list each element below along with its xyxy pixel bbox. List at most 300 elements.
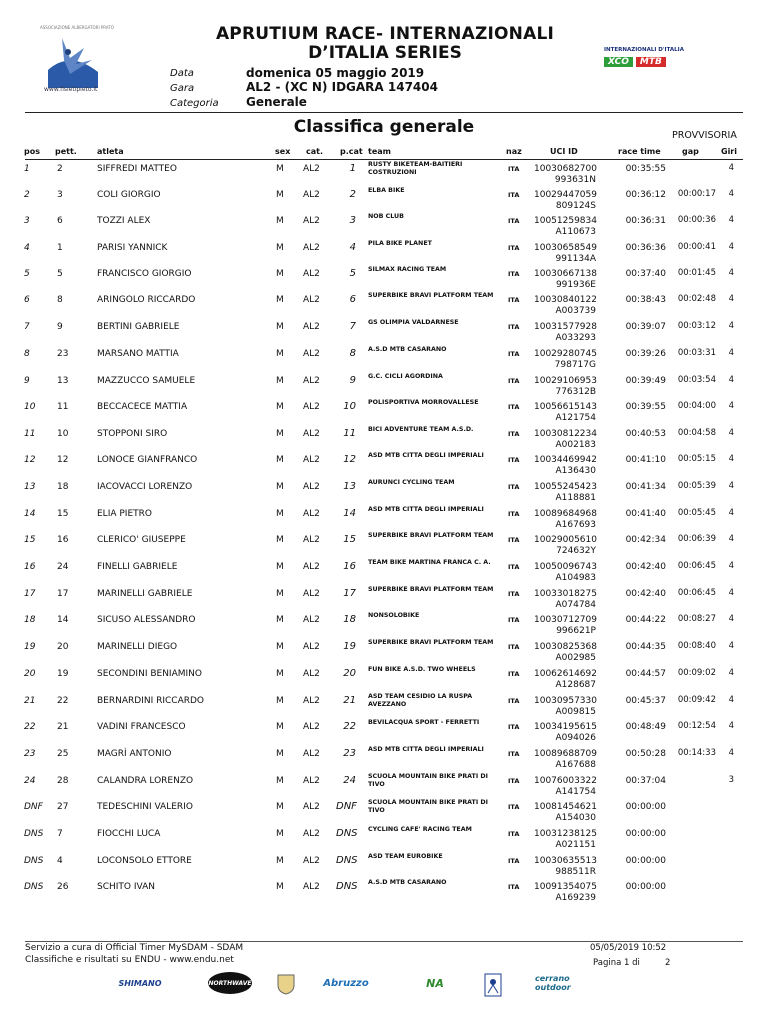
- row-cat: AL2: [303, 455, 320, 465]
- table-row: [0, 266, 768, 292]
- row-pett: 12: [57, 455, 69, 465]
- row-sex: M: [276, 243, 284, 253]
- row-pcat: 6: [349, 294, 356, 305]
- row-team: ASD MTB CITTA DEGLI IMPERIALI: [368, 506, 484, 513]
- row-team: SUPERBIKE BRAVI PLATFORM TEAM: [368, 292, 494, 299]
- row-pcat: 9: [349, 375, 356, 386]
- row-sex: M: [276, 349, 284, 359]
- row-team: G.C. CICLI AGORDINA: [368, 373, 443, 380]
- row-uci-code: 809124S: [555, 201, 596, 211]
- row-pcat: 24: [343, 775, 356, 786]
- row-naz: ITA: [508, 430, 520, 438]
- row-gap: 00:03:54: [677, 375, 716, 385]
- row-uci-code: A110673: [555, 227, 596, 237]
- row-cat: AL2: [303, 749, 320, 759]
- row-pett: 5: [57, 269, 63, 279]
- row-gap: 00:06:45: [677, 588, 716, 598]
- row-pcat: 7: [349, 321, 356, 332]
- row-naz: ITA: [508, 670, 520, 678]
- row-atleta: LONOCE GIANFRANCO: [97, 455, 198, 465]
- row-race-time: 00:38:43: [625, 295, 666, 305]
- row-giri: 4: [728, 695, 734, 705]
- row-pcat: DNS: [336, 855, 358, 866]
- row-pett: 11: [57, 402, 69, 412]
- row-atleta: BERNARDINI RICCARDO: [97, 696, 204, 706]
- row-naz: ITA: [508, 510, 520, 518]
- table-row: [0, 240, 768, 266]
- row-naz: ITA: [508, 323, 520, 331]
- row-cat: AL2: [303, 482, 320, 492]
- row-giri: 4: [728, 375, 734, 385]
- row-pcat: DNF: [336, 801, 357, 812]
- row-pcat: 13: [343, 481, 356, 492]
- row-uci-code: 993631N: [554, 175, 596, 185]
- row-pcat: 21: [343, 695, 356, 706]
- row-cat: AL2: [303, 243, 320, 253]
- row-cat: AL2: [303, 776, 320, 786]
- row-team: BEVILACQUA SPORT - FERRETTI: [368, 719, 480, 726]
- row-pett: 9: [57, 322, 63, 332]
- row-gap: 00:08:27: [677, 614, 716, 624]
- row-pos: 5: [24, 269, 30, 279]
- row-sex: M: [276, 455, 284, 465]
- row-pos: DNS: [24, 856, 44, 866]
- row-team: ASD MTB CITTA DEGLI IMPERIALI: [368, 746, 484, 753]
- row-pett: 13: [57, 376, 69, 386]
- table-row: [0, 666, 768, 692]
- row-race-time: 00:41:40: [625, 509, 666, 519]
- row-atleta: STOPPONI SIRO: [97, 429, 168, 439]
- row-pos: 20: [24, 669, 36, 679]
- row-team: SUPERBIKE BRAVI PLATFORM TEAM: [368, 639, 494, 646]
- row-sex: M: [276, 190, 284, 200]
- row-naz: ITA: [508, 857, 520, 865]
- row-sex: M: [276, 535, 284, 545]
- data-value: domenica 05 maggio 2019: [246, 66, 425, 80]
- cyclist-icon: [483, 972, 503, 998]
- row-team: GS OLIMPIA VALDARNESE: [368, 319, 459, 326]
- row-giri: 4: [728, 294, 734, 304]
- data-label: Data: [170, 68, 194, 79]
- row-sex: M: [276, 482, 284, 492]
- row-naz: ITA: [508, 403, 520, 411]
- provvisoria-label: PROVVISORIA: [672, 130, 737, 141]
- row-uci-id: 10030840122: [534, 295, 597, 305]
- row-race-time: 00:42:40: [625, 589, 666, 599]
- row-uci-id: 10076003322: [534, 776, 597, 786]
- row-team: ASD TEAM EUROBIKE: [368, 853, 443, 860]
- sponsor-northwave: NORTHWAVE: [208, 972, 252, 994]
- row-cat: AL2: [303, 535, 320, 545]
- table-row: [0, 346, 768, 372]
- row-uci-id: 10089684968: [534, 509, 597, 519]
- row-uci-code: A167693: [555, 520, 596, 530]
- table-row: [0, 879, 768, 905]
- table-row: [0, 826, 768, 852]
- row-naz: ITA: [508, 777, 520, 785]
- row-atleta: TOZZI ALEX: [97, 216, 151, 226]
- row-cat: AL2: [303, 882, 320, 892]
- row-atleta: CLERICO' GIUSEPPE: [97, 535, 186, 545]
- row-uci-id: 10033018275: [534, 589, 597, 599]
- row-team: TEAM BIKE MARTINA FRANCA C. A.: [368, 559, 491, 566]
- row-naz: ITA: [508, 830, 520, 838]
- row-pett: 14: [57, 615, 69, 625]
- row-sex: M: [276, 615, 284, 625]
- row-giri: 4: [728, 348, 734, 358]
- row-giri: 4: [728, 641, 734, 651]
- table-row: [0, 479, 768, 505]
- row-race-time: 00:42:34: [625, 535, 666, 545]
- row-naz: ITA: [508, 165, 520, 173]
- row-cat: AL2: [303, 429, 320, 439]
- row-sex: M: [276, 856, 284, 866]
- row-sex: M: [276, 295, 284, 305]
- row-race-time: 00:37:40: [625, 269, 666, 279]
- row-pett: 19: [57, 669, 69, 679]
- row-uci-id: 10081454621: [534, 802, 597, 812]
- footer-divider: [25, 941, 743, 942]
- row-race-time: 00:36:31: [625, 216, 666, 226]
- table-row: [0, 693, 768, 719]
- row-uci-id: 10034469942: [534, 455, 597, 465]
- row-uci-code: A128687: [555, 680, 596, 690]
- footer-line-2: Classifiche e risultati su ENDU - www.endu.net: [25, 955, 234, 965]
- row-race-time: 00:44:57: [625, 669, 666, 679]
- row-giri: 4: [728, 588, 734, 598]
- row-cat: AL2: [303, 509, 320, 519]
- row-pett: 16: [57, 535, 69, 545]
- row-gap: 00:05:39: [677, 481, 716, 491]
- col-racetime: race time: [618, 147, 661, 156]
- row-team: NOB CLUB: [368, 213, 404, 220]
- row-pcat: 2: [349, 189, 356, 200]
- gara-value: AL2 - (XC N) IDGARA 147404: [246, 80, 438, 94]
- row-race-time: 00:44:35: [625, 642, 666, 652]
- row-race-time: 00:00:00: [625, 882, 666, 892]
- col-cat: cat.: [306, 147, 324, 156]
- table-row: [0, 719, 768, 745]
- crest-icon: [276, 972, 296, 996]
- table-row: [0, 399, 768, 425]
- row-uci-code: A074784: [555, 600, 596, 610]
- title-line-1: APRUTIUM RACE- INTERNAZIONALI: [215, 24, 555, 44]
- classifica-title: Classifica generale: [293, 117, 475, 137]
- row-race-time: 00:00:00: [625, 856, 666, 866]
- row-pett: 10: [57, 429, 69, 439]
- row-naz: ITA: [508, 244, 520, 252]
- row-cat: AL2: [303, 322, 320, 332]
- row-gap: 00:03:31: [677, 348, 716, 358]
- row-uci-id: 10089688709: [534, 749, 597, 759]
- table-row: [0, 773, 768, 799]
- row-pos: 14: [24, 509, 36, 519]
- row-giri: 4: [728, 321, 734, 331]
- row-pos: 22: [24, 722, 36, 732]
- row-gap: 00:01:45: [677, 268, 716, 278]
- row-uci-id: 10055245423: [534, 482, 597, 492]
- row-gap: 00:14:33: [677, 748, 716, 758]
- row-team: CYCLING CAFE' RACING TEAM: [368, 826, 472, 833]
- row-giri: 4: [728, 481, 734, 491]
- row-cat: AL2: [303, 164, 320, 174]
- row-team: SCUOLA MOUNTAIN BIKE PRATI DI TIVO: [368, 773, 488, 788]
- row-uci-code: 776312B: [555, 387, 596, 397]
- row-uci-code: A094026: [555, 733, 596, 743]
- row-pcat: DNS: [336, 881, 358, 892]
- table-row: [0, 612, 768, 638]
- row-giri: 4: [728, 668, 734, 678]
- row-uci-id: 10029005610: [534, 535, 597, 545]
- row-giri: 4: [728, 163, 734, 173]
- row-pos: 19: [24, 642, 36, 652]
- row-pett: 20: [57, 642, 69, 652]
- row-race-time: 00:48:49: [625, 722, 666, 732]
- logo-small-text: ASSOCIAZIONE ALBERGATORI PRATO: [40, 25, 114, 30]
- row-pett: 2: [57, 164, 63, 174]
- row-pcat: 23: [343, 748, 356, 759]
- row-gap: 00:05:15: [677, 454, 716, 464]
- row-sex: M: [276, 589, 284, 599]
- row-sex: M: [276, 269, 284, 279]
- row-naz: ITA: [508, 270, 520, 278]
- row-gap: 00:00:41: [677, 242, 716, 252]
- row-atleta: FRANCISCO GIORGIO: [97, 269, 192, 279]
- col-pos: pos: [24, 147, 40, 156]
- row-atleta: PARISI YANNICK: [97, 243, 168, 253]
- row-uci-id: 10030712709: [534, 615, 597, 625]
- table-row: [0, 292, 768, 318]
- row-naz: ITA: [508, 217, 520, 225]
- row-atleta: IACOVACCI LORENZO: [97, 482, 193, 492]
- row-uci-code: A169239: [555, 893, 596, 903]
- col-naz: naz: [506, 147, 522, 156]
- col-team: team: [368, 147, 391, 156]
- table-row: [0, 319, 768, 345]
- title-line-2: D’ITALIA SERIES: [308, 43, 462, 63]
- row-sex: M: [276, 669, 284, 679]
- row-uci-code: 724632Y: [556, 546, 596, 556]
- row-atleta: MARSANO MATTIA: [97, 349, 179, 359]
- row-race-time: 00:45:37: [625, 696, 666, 706]
- row-gap: 00:06:45: [677, 561, 716, 571]
- row-atleta: COLI GIORGIO: [97, 190, 161, 200]
- row-naz: ITA: [508, 803, 520, 811]
- row-naz: ITA: [508, 377, 520, 385]
- row-race-time: 00:50:28: [625, 749, 666, 759]
- row-pcat: 22: [343, 721, 356, 732]
- row-sex: M: [276, 562, 284, 572]
- row-uci-code: A009815: [555, 707, 596, 717]
- row-atleta: VADINI FRANCESCO: [97, 722, 186, 732]
- row-pett: 27: [57, 802, 69, 812]
- table-row: [0, 161, 768, 187]
- gara-label: Gara: [170, 83, 195, 94]
- row-naz: ITA: [508, 697, 520, 705]
- row-pos: 17: [24, 589, 36, 599]
- row-pett: 23: [57, 349, 69, 359]
- col-gap: gap: [682, 147, 699, 156]
- row-race-time: 00:41:34: [625, 482, 666, 492]
- row-uci-id: 10029106953: [534, 376, 597, 386]
- row-race-time: 00:41:10: [625, 455, 666, 465]
- row-gap: 00:03:12: [677, 321, 716, 331]
- row-race-time: 00:36:36: [625, 243, 666, 253]
- row-uci-id: 10091354075: [534, 882, 597, 892]
- row-giri: 4: [728, 215, 734, 225]
- table-row: [0, 532, 768, 558]
- row-naz: ITA: [508, 563, 520, 571]
- row-pcat: 4: [349, 242, 356, 253]
- row-pett: 28: [57, 776, 69, 786]
- table-row: [0, 187, 768, 213]
- sponsor-shimano: SHIMANO: [118, 978, 162, 988]
- row-sex: M: [276, 749, 284, 759]
- table-row: [0, 373, 768, 399]
- row-pos: 6: [24, 295, 30, 305]
- row-naz: ITA: [508, 616, 520, 624]
- row-sex: M: [276, 376, 284, 386]
- row-sex: M: [276, 164, 284, 174]
- row-pett: 4: [57, 856, 63, 866]
- row-uci-id: 10062614692: [534, 669, 597, 679]
- row-gap: 00:02:48: [677, 294, 716, 304]
- row-pos: 13: [24, 482, 36, 492]
- row-gap: 00:09:42: [677, 695, 716, 705]
- col-giri: Giri: [721, 147, 737, 156]
- logo-caption: www.fisietipieto.it: [44, 86, 98, 93]
- row-uci-id: 10051259834: [534, 216, 597, 226]
- row-naz: ITA: [508, 350, 520, 358]
- row-atleta: MAGRÌ ANTONIO: [97, 749, 172, 759]
- row-gap: 00:04:00: [677, 401, 716, 411]
- row-pos: 16: [24, 562, 36, 572]
- row-atleta: SIFFREDI MATTEO: [97, 164, 177, 174]
- row-giri: 4: [728, 561, 734, 571]
- table-row: [0, 559, 768, 585]
- row-pcat: 18: [343, 614, 356, 625]
- row-pcat: 15: [343, 534, 356, 545]
- col-pcat: p.cat: [340, 147, 363, 156]
- row-sex: M: [276, 216, 284, 226]
- row-cat: AL2: [303, 829, 320, 839]
- row-race-time: 00:39:49: [625, 376, 666, 386]
- row-pos: 10: [24, 402, 36, 412]
- table-row: [0, 452, 768, 478]
- row-cat: AL2: [303, 216, 320, 226]
- row-uci-id: 10030812234: [534, 429, 597, 439]
- row-uci-code: A167688: [555, 760, 596, 770]
- row-pos: 4: [24, 243, 30, 253]
- row-gap: 00:12:54: [677, 721, 716, 731]
- row-uci-code: A141754: [555, 787, 596, 797]
- row-naz: ITA: [508, 723, 520, 731]
- row-sex: M: [276, 322, 284, 332]
- row-atleta: FIOCCHI LUCA: [97, 829, 161, 839]
- row-pos: 12: [24, 455, 36, 465]
- row-pos: 15: [24, 535, 36, 545]
- row-gap: 00:06:39: [677, 534, 716, 544]
- row-uci-id: 10030957330: [534, 696, 597, 706]
- row-race-time: 00:00:00: [625, 829, 666, 839]
- sponsor-abruzzo: Abruzzo: [323, 977, 369, 989]
- row-pcat: 20: [343, 668, 356, 679]
- col-atleta: atleta: [97, 147, 124, 156]
- row-race-time: 00:35:55: [625, 164, 666, 174]
- row-sex: M: [276, 402, 284, 412]
- row-uci-code: A154030: [555, 813, 596, 823]
- row-atleta: ARINGOLO RICCARDO: [97, 295, 196, 305]
- row-pett: 8: [57, 295, 63, 305]
- row-uci-code: 991936E: [555, 280, 596, 290]
- footer-line-1: Servizio a cura di Official Timer MySDAM - SDAM: [25, 943, 244, 953]
- table-row: [0, 799, 768, 825]
- row-atleta: BERTINI GABRIELE: [97, 322, 180, 332]
- row-giri: 4: [728, 614, 734, 624]
- row-team: A.S.D MTB CASARANO: [368, 879, 447, 886]
- row-sex: M: [276, 429, 284, 439]
- row-atleta: MAZZUCCO SAMUELE: [97, 376, 196, 386]
- row-naz: ITA: [508, 456, 520, 464]
- row-uci-id: 10030667138: [534, 269, 597, 279]
- row-pcat: 1: [349, 163, 356, 174]
- row-giri: 4: [728, 454, 734, 464]
- row-cat: AL2: [303, 642, 320, 652]
- row-gap: 00:04:58: [677, 428, 716, 438]
- row-atleta: SCHITO IVAN: [97, 882, 155, 892]
- row-naz: ITA: [508, 483, 520, 491]
- row-cat: AL2: [303, 402, 320, 412]
- row-uci-id: 10031238125: [534, 829, 597, 839]
- row-sex: M: [276, 802, 284, 812]
- row-cat: AL2: [303, 269, 320, 279]
- row-atleta: CALANDRA LORENZO: [97, 776, 194, 786]
- row-team: FUN BIKE A.S.D. TWO WHEELS: [368, 666, 476, 673]
- row-pett: 21: [57, 722, 69, 732]
- row-giri: 4: [728, 242, 734, 252]
- row-team: BICI ADVENTURE TEAM A.S.D.: [368, 426, 474, 433]
- row-pcat: 11: [343, 428, 356, 439]
- row-gap: 00:05:45: [677, 508, 716, 518]
- row-pcat: DNS: [336, 828, 358, 839]
- row-pos: 23: [24, 749, 36, 759]
- row-giri: 4: [728, 748, 734, 758]
- row-giri: 4: [728, 428, 734, 438]
- row-pos: 24: [24, 776, 36, 786]
- row-pett: 3: [57, 190, 63, 200]
- row-uci-code: 991134A: [555, 254, 596, 264]
- row-sex: M: [276, 509, 284, 519]
- row-pos: 3: [24, 216, 30, 226]
- row-sex: M: [276, 722, 284, 732]
- row-uci-code: A121754: [555, 413, 596, 423]
- row-team: SCUOLA MOUNTAIN BIKE PRATI DI TIVO: [368, 799, 488, 814]
- row-uci-id: 10030658549: [534, 243, 597, 253]
- row-atleta: MARINELLI GABRIELE: [97, 589, 193, 599]
- row-team: ASD TEAM CESIDIO LA RUSPA AVEZZANO: [368, 693, 473, 708]
- table-row: [0, 639, 768, 665]
- row-uci-id: 10030635513: [534, 856, 597, 866]
- col-uci: UCI ID: [550, 147, 578, 156]
- row-atleta: BECCACECE MATTIA: [97, 402, 188, 412]
- categoria-label: Categoria: [170, 98, 219, 109]
- row-cat: AL2: [303, 696, 320, 706]
- row-atleta: MARINELLI DIEGO: [97, 642, 178, 652]
- row-team: ELBA BIKE: [368, 187, 405, 194]
- row-giri: 4: [728, 268, 734, 278]
- row-pcat: 10: [343, 401, 356, 412]
- row-team: SUPERBIKE BRAVI PLATFORM TEAM: [368, 586, 494, 593]
